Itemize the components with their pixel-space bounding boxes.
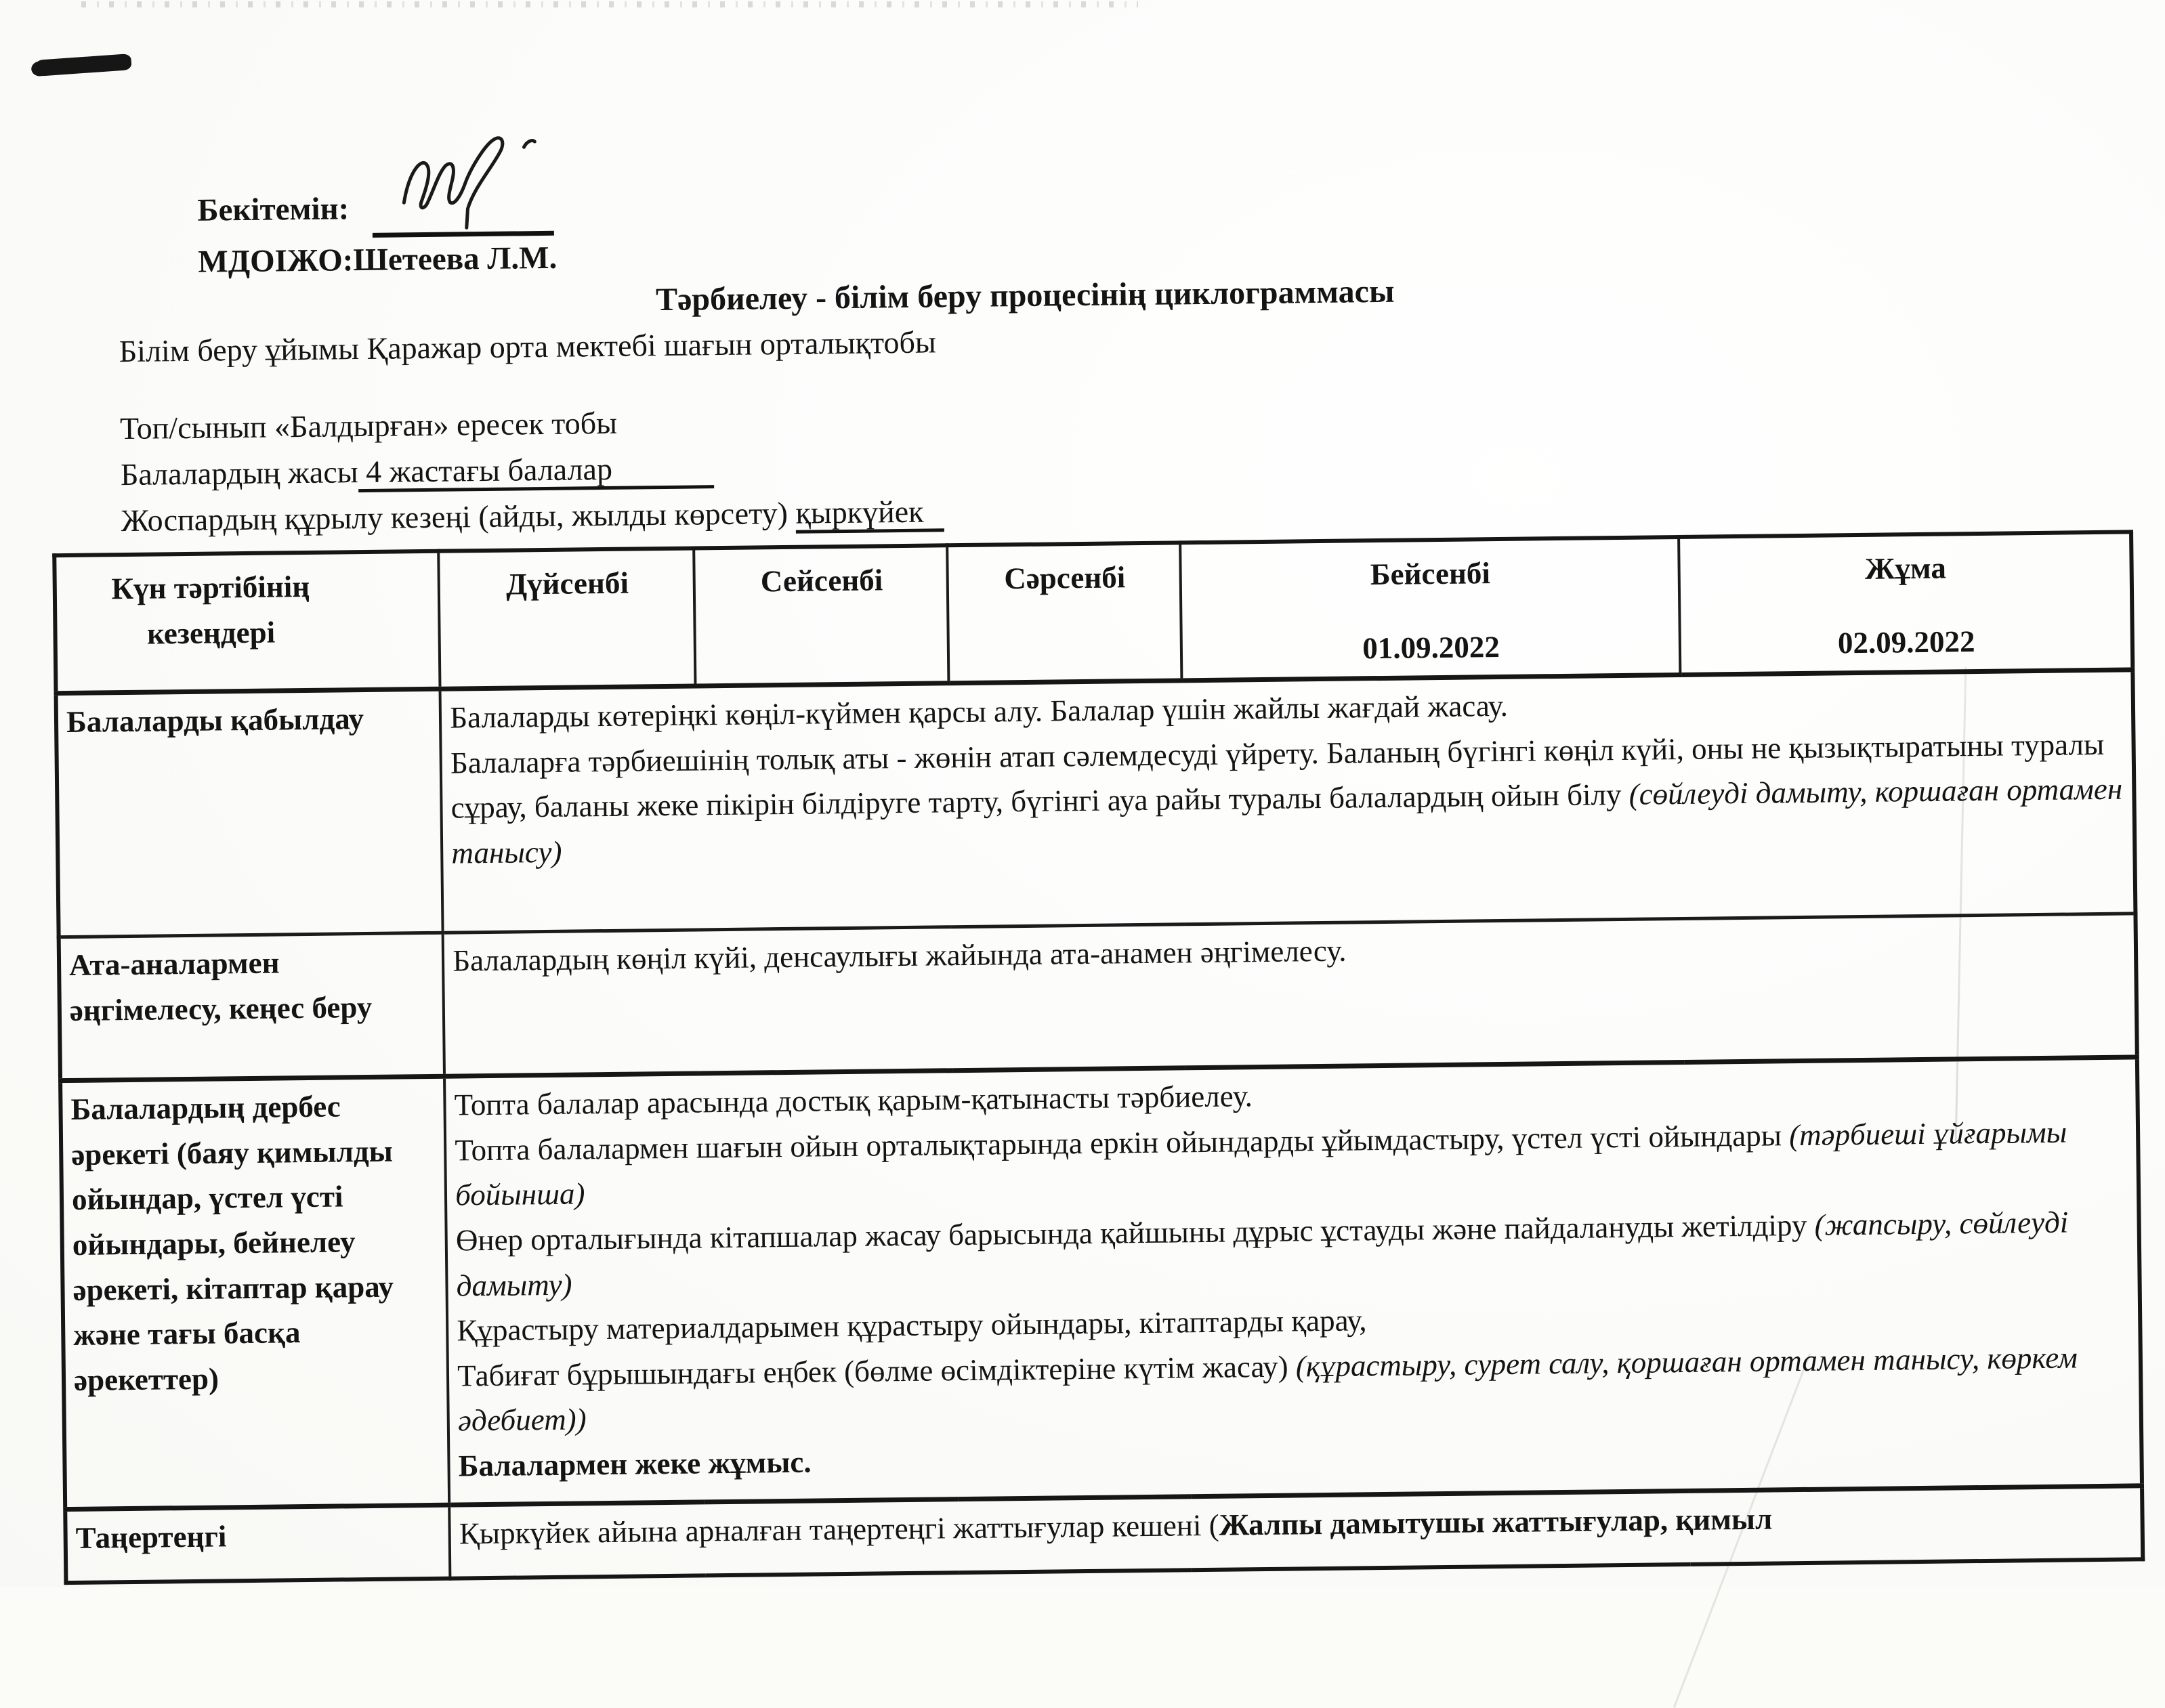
table-row-reception xyxy=(56,670,2136,937)
row-label-independent-activity: Балалардың дербес әрекеті (баяу қимылды ойындар, үстел үсті ойындары, бейнелеу әрекеті, кітаптар қарау және тағы басқа әрекеттер) xyxy=(60,1076,449,1509)
approver-name: МДОІЖО:Шетеева Л.М. xyxy=(198,240,558,280)
column-header-wednesday: Сәрсенбі xyxy=(948,542,1182,683)
period-value-underlined: қыркүйек xyxy=(795,494,944,533)
row-content-independent-activity: Топта балалар арасында достық қарым-қатынасты тәрбиелеу. Топта балалармен шағын ойын орталықтарында еркін ойындарды ұйымдастыру, үстел үсті ойындары (тәрбиеші ұйғарымы бойынша) Өнер орталығында кітапшалар жасау барысында қайшыны дұрыс ұстауды және пайдалануды жетілдіру (жапсыру, сөйлеуді дамыту) Құрастыру материалдарымен құрастыру ойындары, кітаптарды қарау, Табиғат бұрышындағы еңбек (бөлме өсімдіктеріне күтім жасау) (құрастыру, сурет салу, қоршаған ортамен танысу, көркем әдебиет)) Балалармен жеке жұмыс. xyxy=(444,1057,2142,1505)
table-header-row xyxy=(54,532,2132,693)
age-value-underlined: 4 жастағы балалар xyxy=(358,450,714,492)
approval-label: Бекітемін: xyxy=(197,191,350,228)
plan-period-line xyxy=(121,488,944,544)
column-header-thursday: Бейсенбі 01.09.2022 xyxy=(1180,537,1680,681)
age-label: Балалардың жасы xyxy=(120,454,358,492)
column-header-monday: Дүйсенбі xyxy=(438,548,695,689)
page-title: Тәрбиелеу - білім беру процесінің циклограммасы xyxy=(655,273,1395,318)
row-label-morning: Таңертеңгі xyxy=(65,1505,450,1583)
column-header-friday: Жұма 02.09.2022 xyxy=(1679,532,2133,675)
table-row-parent-talks xyxy=(59,914,2137,1081)
children-age-line xyxy=(120,444,714,498)
row-content-reception: Балаларды көтеріңкі көңіл-күймен қарсы алу. Балалар үшін жайлы жағдай жасау. Балаларға тәрбиешінің толық аты - жөнін атап сәлемдесуді үйрету. Баланың бүгінгі көңіл күйі, оны не қызықтыратыны туралы сұрау, баланы жеке пікірін білдіруге тарту, бүгінгі ауа райы туралы балалардың ойын білу (сөйлеуді дамыту, коршаған ортамен танысу) xyxy=(440,670,2136,933)
cyclogram-table xyxy=(52,530,2145,1585)
organization-line: Білім беру ұйымы Қаражар орта мектебі шағын орталықтобы xyxy=(119,324,937,369)
table-row-independent-activity xyxy=(60,1057,2142,1510)
row-content-morning: Қыркүйек айына арналған таңертеңгі жаттығулар кешені (Жалпы дамытушы жаттығулар, қимыл xyxy=(449,1486,2143,1579)
row-content-parent-talks: Балалардың көңіл күйі, денсаулығы жайында ата-анамен әңгімелесу. xyxy=(443,914,2137,1076)
row-label-parent-talks: Ата-аналармен әңгімелесу, кеңес беру xyxy=(59,933,445,1080)
group-line: Топ/сынып «Балдырған» ересек тобы xyxy=(119,405,618,446)
row-label-reception: Балаларды қабылдау xyxy=(56,689,443,937)
period-label: Жоспардың құрылу кезеңі (айды, жылды көрсету) xyxy=(121,495,796,538)
column-header-routine-stages: Күн тәртібінің кезеңдері xyxy=(54,551,440,693)
column-header-tuesday: Сейсенбі xyxy=(694,545,948,686)
handwritten-signature xyxy=(390,119,608,237)
